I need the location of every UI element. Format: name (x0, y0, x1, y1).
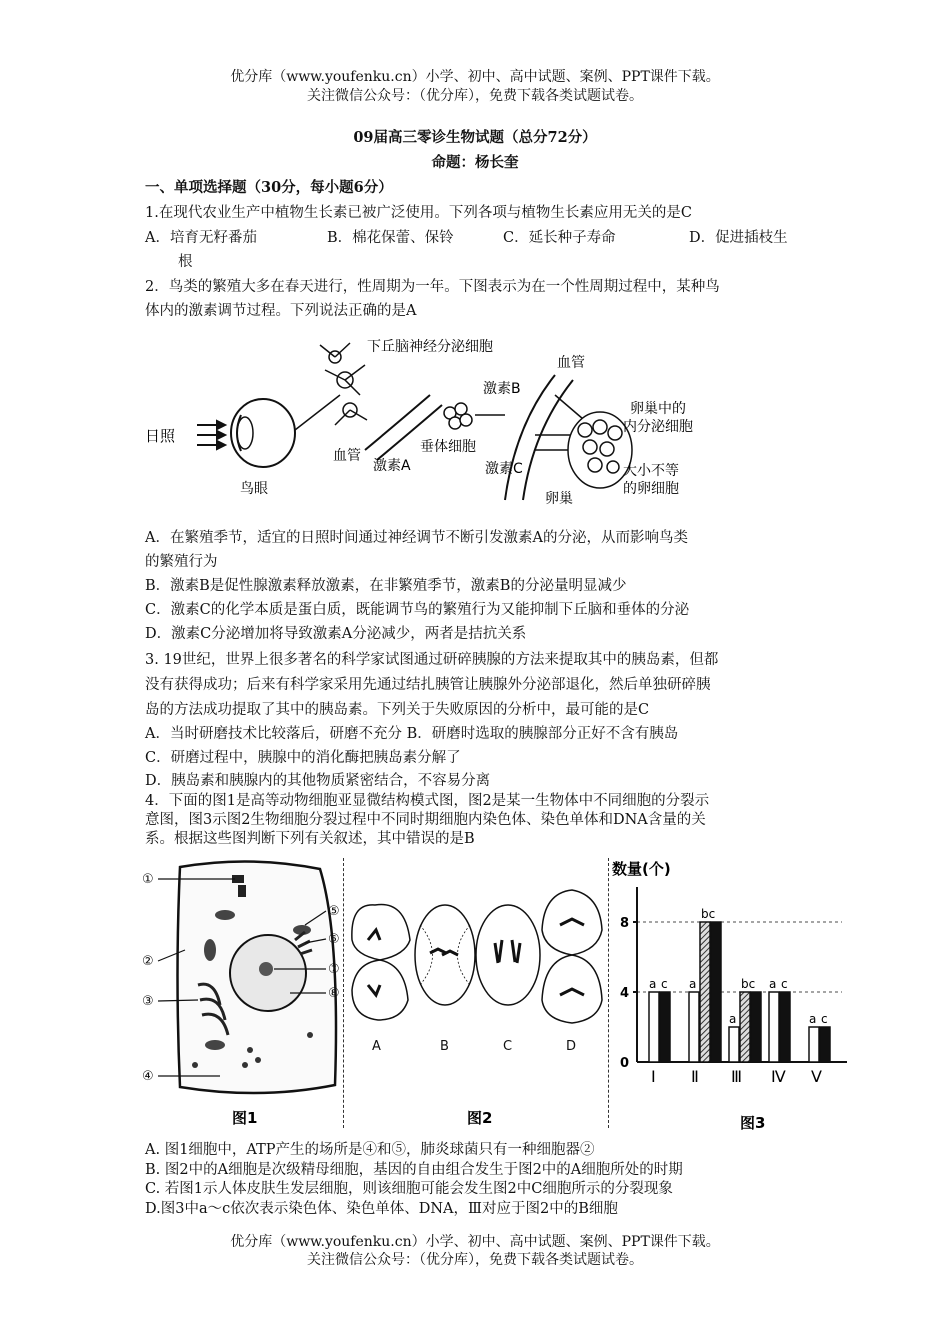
marker-1: ① (142, 872, 154, 887)
bar-data-label: a (689, 977, 697, 991)
bar-b-2 (700, 922, 710, 1062)
bar-c-3 (751, 992, 761, 1062)
cell-c-label: C (503, 1039, 513, 1054)
section-heading: 一、单项选择题（30分，每小题6分） (145, 179, 393, 196)
eggs-label-2: 的卵细胞 (623, 481, 679, 497)
cell-c (476, 905, 540, 1005)
q2-option-a-2: 的繁殖行为 (145, 554, 218, 570)
bar-b-3 (740, 992, 750, 1062)
figure-1-label: 图1 (232, 1109, 258, 1127)
ovary-cells-label-1: 卵巢中的 (630, 401, 686, 417)
header-line-2: 关注微信公众号：（优分库），免费下载各类试题试卷。 (307, 88, 643, 104)
vessel-left-label: 血管 (333, 448, 361, 464)
q2-option-a-1: A．在繁殖季节，适宜的日照时间通过神经调节不断引发激素A的分泌，从而影响鸟类 (145, 530, 688, 546)
bar-data-label: c (661, 977, 668, 991)
marker-5: ⑤ (328, 904, 340, 919)
q3-stem-2: 没有获得成功；后来有科学家采用先通过结扎胰管让胰腺外分泌部退化，然后单独研碎胰 (145, 677, 711, 693)
hypothalamus-label: 下丘脑神经分泌细胞 (367, 339, 493, 355)
category-label: Ⅱ (691, 1067, 699, 1086)
category-label: Ⅳ (771, 1067, 786, 1086)
vessel-right-label: 血管 (557, 355, 585, 371)
y-tick-label: 0 (620, 1056, 630, 1071)
bar-c-2 (711, 922, 721, 1062)
bar-data-label: a (649, 977, 657, 991)
marker-6: ⑥ (328, 932, 340, 947)
q4-option-d: D.图3中a～c依次表示染色体、染色单体、DNA，Ⅲ对应于图2中的B细胞 (145, 1201, 618, 1217)
q1-option-b: B．棉花保蕾、保铃 (327, 230, 454, 246)
hormone-regulation-diagram (145, 335, 765, 515)
figure-2-division (350, 885, 608, 1135)
category-label: Ⅲ (731, 1067, 743, 1086)
eggs-label-1: 大小不等 (623, 463, 679, 479)
figure-1-cell (140, 855, 350, 1135)
nucleolus (259, 962, 273, 976)
q2-option-c: C．激素C的化学本质是蛋白质，既能调节鸟的繁殖行为又能抑制下丘脑和垂体的分泌 (145, 602, 690, 618)
q3-option-c: C．研磨过程中，胰腺中的消化酶把胰岛素分解了 (145, 750, 461, 766)
q3-stem-1: 3. 19世纪，世界上很多著名的科学家试图通过研碎胰腺的方法来提取其中的胰岛素，但都 (145, 652, 719, 668)
q1-options (145, 228, 815, 248)
hormone-c-label: 激素C (485, 461, 523, 477)
category-label: Ⅴ (811, 1067, 822, 1086)
author: 命题：杨长奎 (431, 154, 519, 171)
cell-a-label: A (372, 1039, 381, 1054)
bar-data-label: c (821, 1012, 828, 1026)
cell-b-label: B (440, 1039, 449, 1054)
bar-data-label: bc (741, 977, 756, 991)
cell-a (352, 904, 410, 1020)
q3-option-ab: A．当时研磨技术比较落后，研磨不充分 B．研磨时选取的胰腺部分正好不含有胰岛 (145, 726, 679, 742)
hormone-b-label: 激素B (483, 381, 521, 397)
bar-a-2 (689, 992, 699, 1062)
marker-4: ④ (142, 1069, 154, 1084)
q4-option-b: B. 图2中的A细胞是次级精母细胞，基因的自由组合发生于图2中的A细胞所处的时期 (145, 1162, 683, 1178)
figure-3-label: 图3 (740, 1114, 766, 1132)
q4-option-a: A. 图1细胞中，ATP产生的场所是④和⑤，肺炎球菌只有一种细胞器② (145, 1142, 595, 1158)
bird-eye-icon (231, 399, 295, 467)
category-label: Ⅰ (651, 1067, 656, 1086)
header-line-1: 优分库（www.youfenku.cn）小学、初中、高中试题、案例、PPT课件下载。 (230, 69, 720, 85)
chart-ylabel: 数量(个) (612, 860, 671, 878)
bar-a-1 (649, 992, 659, 1062)
q2-stem-2: 体内的激素调节过程。下列说法正确的是A (145, 303, 417, 319)
q4-option-c: C. 若图1示人体皮肤生发层细胞，则该细胞可能会发生图2中C细胞所示的分裂现象 (145, 1181, 673, 1197)
bar-c-4 (780, 992, 790, 1062)
q4-stem-1: 4．下面的图1是高等动物细胞亚显微结构模式图，图2是某一生物体中不同细胞的分裂示 (145, 793, 710, 809)
ovary-cells-label-2: 内分泌细胞 (623, 419, 693, 435)
bar-a-4 (769, 992, 779, 1062)
divider-1 (343, 858, 344, 1128)
cell-d-label: D (566, 1039, 577, 1054)
q3-stem-3: 岛的方法成功提取了其中的胰岛素。下列关于失败原因的分析中，最可能的是C (145, 702, 650, 718)
bar-data-label: bc (701, 907, 716, 921)
figure-3-chart (612, 852, 862, 1137)
footer-line-2: 关注微信公众号：（优分库），免费下载各类试题试卷。 (307, 1252, 643, 1268)
marker-8: ⑧ (328, 986, 340, 1001)
bar-data-label: c (781, 977, 788, 991)
q4-stem-3: 系。根据这些图判断下列有关叙述，其中错误的是B (145, 831, 475, 847)
q2-stem-1: 2．鸟类的繁殖大多在春天进行，性周期为一年。下图表示为在一个性周期过程中，某种鸟 (145, 279, 720, 295)
marker-2: ② (142, 954, 154, 969)
eye-label: 鸟眼 (240, 481, 268, 497)
sunlight-arrows (197, 421, 225, 449)
cell-d (542, 890, 602, 1023)
marker-3: ③ (142, 994, 154, 1009)
q1-option-c: C．延长种子寿命 (503, 230, 616, 246)
q3-option-d: D．胰岛素和胰腺内的其他物质紧密结合，不容易分离 (145, 773, 491, 789)
bar-data-label: a (809, 1012, 817, 1026)
figure-2-label: 图2 (467, 1109, 493, 1127)
bar-c-1 (660, 992, 670, 1062)
q1-option-a: A．培育无籽番茄 (145, 230, 257, 246)
pituitary-cells-icon (444, 403, 472, 429)
bar-data-label: a (729, 1012, 737, 1026)
bar-data-label: a (769, 977, 777, 991)
bar-a-3 (729, 1027, 739, 1062)
sunlight-label: 日照 (145, 427, 176, 445)
nerve-line (295, 395, 340, 430)
q1-option-d-wrap: 根 (178, 254, 193, 270)
page-title: 09届高三零诊生物试题（总分72分） (353, 129, 597, 146)
divider-2 (608, 858, 609, 1128)
marker-7: ⑦ (328, 962, 340, 977)
footer-line-1: 优分库（www.youfenku.cn）小学、初中、高中试题、案例、PPT课件下载。 (230, 1234, 720, 1250)
q4-stem-2: 意图，图3示图2生物细胞分裂过程中不同时期细胞内染色体、染色单体和DNA含量的关 (145, 812, 706, 828)
ovary-label: 卵巢 (545, 491, 573, 507)
y-tick-label: 4 (620, 986, 630, 1001)
y-tick-label: 8 (620, 916, 630, 931)
cell-b (415, 905, 475, 1005)
bar-a-5 (809, 1027, 819, 1062)
q1-option-d: D．促进插枝生 (689, 230, 788, 246)
neuron-icon (320, 343, 367, 425)
q2-option-d: D．激素C分泌增加将导致激素A分泌减少，两者是拮抗关系 (145, 626, 527, 642)
pituitary-label: 垂体细胞 (420, 439, 476, 455)
q1-stem: 1.在现代农业生产中植物生长素已被广泛使用。下列各项与植物生长素应用无关的是C (145, 205, 692, 221)
bar-c-5 (820, 1027, 830, 1062)
q2-option-b: B．激素B是促性腺激素释放激素，在非繁殖季节，激素B的分泌量明显减少 (145, 578, 627, 594)
hormone-a-label: 激素A (373, 458, 411, 474)
